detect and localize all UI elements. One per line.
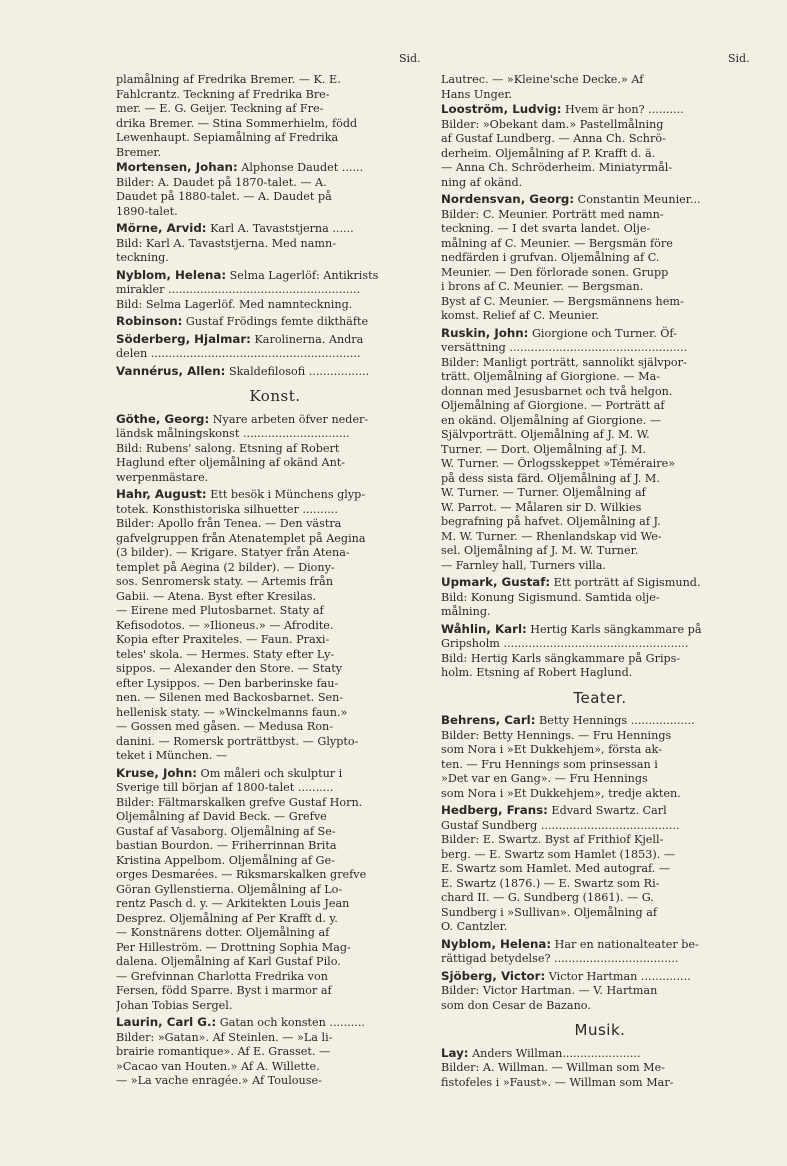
article-title: Victor Hartman .............. bbox=[548, 969, 691, 983]
index-entry bbox=[116, 1015, 434, 1089]
author-name: Lay: bbox=[441, 1045, 469, 1060]
entry-line: Bilder: C. Meunier. Porträtt med namn- bbox=[441, 207, 664, 221]
section-heading-teater: Teater. bbox=[573, 688, 627, 707]
continued-text: Lewenhaupt. Sepiamålning af Fredrika bbox=[116, 131, 339, 144]
entry-line: Haglund efter oljemålning af okänd Ant- bbox=[116, 456, 346, 469]
article-title: Hertig Karls sängkammare på bbox=[530, 622, 702, 636]
entry-line: som Nora i »Et Dukkehjem», tredje akten. bbox=[441, 786, 681, 800]
author-name: Vannérus, Allen: bbox=[116, 363, 226, 378]
entry-line: Bilder: Apollo från Tenea. — Den västra bbox=[116, 517, 342, 530]
section-heading-konst: Konst. bbox=[249, 387, 301, 405]
entry-line: Meunier. — Den förlorade sonen. Grupp bbox=[441, 265, 669, 279]
entry-line: Gustaf af Vasaborg. Oljemålning af Se- bbox=[116, 824, 336, 838]
entry-line: Självporträtt. Oljemålning af J. M. W. bbox=[441, 428, 650, 441]
entry-line: rentz Pasch d. y. — Arkitekten Louis Jean bbox=[116, 897, 350, 910]
entry-line: Kefisodotos. — »Ilioneus.» — Afrodite. bbox=[116, 618, 334, 632]
entry-line: E. Swartz (1876.) — E. Swartz som Ri- bbox=[441, 876, 660, 890]
entry-line: Sverige till början af 1800-talet .......... bbox=[116, 781, 334, 794]
index-entry bbox=[116, 268, 434, 313]
article-title: Selma Lagerlöf: Antikrists bbox=[229, 268, 379, 282]
article-title: Ett porträtt af Sigismund. bbox=[553, 576, 701, 589]
author-name: Behrens, Carl: bbox=[441, 713, 536, 727]
entry-first-line bbox=[441, 326, 759, 342]
left-column bbox=[116, 73, 434, 1091]
entry-line: M. W. Turner. — Rhenlandskap vid We- bbox=[441, 529, 662, 543]
article-title: Ett besök i Münchens glyp- bbox=[210, 488, 366, 501]
author-name: Wåhlin, Karl: bbox=[441, 621, 527, 636]
left-page-label: Sid. bbox=[399, 52, 421, 65]
author-name: Nordensvan, Georg: bbox=[441, 192, 575, 206]
entry-line: Bild: Karl A. Tavaststjerna. Med namn- bbox=[116, 236, 336, 250]
entry-first-line bbox=[441, 937, 759, 953]
entry-line: Bilder: »Obekant dam.» Pastellmålning bbox=[441, 117, 664, 131]
entry-line: Bild: Rubens' salong. Etsning af Robert bbox=[116, 441, 340, 455]
entry-first-line bbox=[441, 575, 759, 591]
author-name: Söderberg, Hjalmar: bbox=[116, 331, 251, 346]
author-name: Hedberg, Frans: bbox=[441, 803, 548, 817]
entry-line: W. Parrot. — Målaren sir D. Wilkies bbox=[441, 500, 642, 514]
index-entry bbox=[116, 221, 434, 266]
article-title: Har en nationalteater be- bbox=[554, 937, 699, 951]
entry-line: nen. — Silenen med Backosbarnet. Sen- bbox=[116, 691, 344, 704]
entry-line: ning af okänd. bbox=[441, 175, 523, 189]
entry-line: Bild: Selma Lagerlöf. Med namnteckning. bbox=[116, 297, 353, 311]
entry-line: mirakler ...................................................... bbox=[116, 283, 361, 296]
article-title: Betty Hennings .................. bbox=[538, 714, 695, 727]
entry-line: — Eirene med Plutosbarnet. Staty af bbox=[116, 604, 324, 617]
entry-line: dalena. Oljemålning af Karl Gustaf Pilo. bbox=[116, 955, 341, 968]
entry-line: af Gustaf Lundberg. — Anna Ch. Schrö- bbox=[441, 132, 666, 145]
entry-line: Gabii. — Atena. Byst efter Kresilas. bbox=[116, 589, 317, 603]
entry-line: sos. Senromersk staty. — Artemis från bbox=[116, 575, 334, 588]
entry-line: Daudet på 1880-talet. — A. Daudet på bbox=[116, 190, 332, 203]
entry-line: ten. — Fru Hennings som prinsessan i bbox=[441, 757, 658, 771]
entry-line: W. Turner. — Turner. Oljemålning af bbox=[441, 486, 646, 499]
entry-line: som don Cesar de Bazano. bbox=[441, 998, 591, 1012]
article-title: Skaldefilosofi ................. bbox=[228, 364, 370, 378]
entry-first-line bbox=[441, 622, 759, 638]
entry-line: Fersen, född Sparre. Byst i marmor af bbox=[116, 984, 332, 997]
entry-line: Bilder: E. Swartz. Byst af Frithiof Kjell- bbox=[441, 833, 664, 846]
entry-first-line bbox=[441, 803, 759, 819]
continued-text: drika Bremer. — Stina Sommerhielm, född bbox=[116, 116, 358, 130]
article-title: Karl A. Tavaststjerna ...... bbox=[210, 222, 354, 235]
index-entry bbox=[441, 713, 759, 801]
article-title: Edvard Swartz. Carl bbox=[551, 804, 667, 817]
entry-line: rättigad betydelse? ................................... bbox=[441, 952, 679, 965]
author-name: Hahr, August: bbox=[116, 487, 207, 501]
entry-first-line bbox=[116, 766, 434, 782]
entry-line: en okänd. Oljemålning af Giorgione. — bbox=[441, 413, 662, 427]
index-entry bbox=[441, 575, 759, 620]
entry-line: »Det var en Gang». — Fru Hennings bbox=[441, 772, 648, 785]
entry-first-line bbox=[116, 364, 434, 380]
entry-line: W. Turner. — Örlogsskeppet »Téméraire» bbox=[441, 457, 676, 470]
entry-line: berg. — E. Swartz som Hamlet (1853). — bbox=[441, 847, 676, 861]
entry-line: — Grefvinnan Charlotta Fredrika von bbox=[116, 969, 328, 983]
entry-line: målning af C. Meunier. — Bergsmän före bbox=[441, 236, 673, 250]
entry-first-line bbox=[116, 487, 434, 503]
entry-line: Oljemålning af David Beck. — Grefve bbox=[116, 810, 327, 823]
author-name: Looström, Ludvig: bbox=[441, 102, 562, 116]
entry-line: 1890-talet. bbox=[116, 204, 178, 218]
entry-line: komst. Relief af C. Meunier. bbox=[441, 309, 599, 322]
entry-first-line bbox=[116, 412, 434, 428]
author-name: Laurin, Carl G.: bbox=[116, 1015, 217, 1029]
entry-line: werpenmästare. bbox=[116, 470, 209, 484]
entry-line: Bilder: Betty Hennings. — Fru Hennings bbox=[441, 728, 672, 742]
index-entry bbox=[116, 314, 434, 330]
article-title: Hvem är hon? .......... bbox=[565, 103, 684, 116]
entry-first-line bbox=[116, 1015, 434, 1031]
entry-line: Gustaf Sundberg ....................................... bbox=[441, 818, 680, 832]
entry-line: brairie romantique». Af E. Grasset. — bbox=[116, 1045, 331, 1058]
index-entry bbox=[116, 412, 434, 486]
entry-line: ländsk målningskonst .............................. bbox=[116, 427, 350, 440]
entry-line: delen ........................................................... bbox=[116, 347, 361, 360]
author-name: Upmark, Gustaf: bbox=[441, 575, 551, 589]
index-entry bbox=[116, 766, 434, 1014]
entry-line: — »La vache enragée.» Af Toulouse- bbox=[116, 1074, 322, 1087]
entry-line: Oljemålning af Giorgione. — Porträtt af bbox=[441, 399, 665, 412]
entry-line: sippos. — Alexander den Store. — Staty bbox=[116, 662, 343, 675]
entry-line: donnan med Jesusbarnet och två helgon. bbox=[441, 384, 673, 398]
entry-line: som Nora i »Et Dukkehjem», första ak- bbox=[441, 743, 662, 756]
right-page-label: Sid. bbox=[728, 52, 750, 65]
author-name: Mörne, Arvid: bbox=[116, 221, 207, 235]
entry-first-line bbox=[116, 314, 434, 330]
entry-line: Per Hilleström. — Drottning Sophia Mag- bbox=[116, 940, 351, 954]
entry-line: hellenisk staty. — »Winckelmanns faun.» bbox=[116, 705, 348, 719]
entry-line: Bilder: »Gatan». Af Steinlen. — »La li- bbox=[116, 1030, 333, 1044]
entry-line: i brons af C. Meunier. — Bergsman. bbox=[441, 280, 644, 293]
article-title: Alphonse Daudet ...... bbox=[241, 161, 364, 174]
article-title: Giorgione och Turner. Öf- bbox=[531, 326, 677, 340]
right-column bbox=[441, 73, 759, 1092]
entry-first-line bbox=[441, 713, 759, 729]
article-title: Anders Willman...................... bbox=[472, 1046, 641, 1060]
entry-line: Bilder: A. Daudet på 1870-talet. — A. bbox=[116, 175, 327, 189]
entry-line: Turner. — Dort. Oljemålning af J. M. bbox=[441, 442, 646, 456]
entry-line: Gripsholm .................................................... bbox=[441, 637, 689, 650]
entry-line: teckning. bbox=[116, 251, 169, 264]
continued-text: plamålning af Fredrika Bremer. — K. E. bbox=[116, 73, 341, 86]
index-entry bbox=[441, 102, 759, 190]
entry-line: — Gossen med gåsen. — Medusa Ron- bbox=[116, 720, 334, 733]
entry-line: (3 bilder). — Krigare. Statyer från Atena- bbox=[116, 546, 350, 559]
entry-line: Johan Tobias Sergel. bbox=[116, 998, 233, 1012]
entry-line: målning. bbox=[441, 605, 491, 618]
entry-line: versättning .................................................. bbox=[441, 341, 688, 354]
index-entry bbox=[441, 803, 759, 935]
entry-line: gafvelgruppen från Atenatemplet på Aegina bbox=[116, 531, 366, 545]
continued-text: Hans Unger. bbox=[441, 87, 513, 101]
entry-line: templet på Aegina (2 bilder). — Diony- bbox=[116, 560, 335, 574]
entry-first-line bbox=[441, 1046, 759, 1062]
index-entry bbox=[441, 326, 759, 574]
index-entry bbox=[116, 364, 434, 380]
continued-text: Lautrec. — »Kleine'sche Decke.» Af bbox=[441, 73, 644, 86]
entry-first-line bbox=[116, 268, 434, 284]
entry-line: chard II. — G. Sundberg (1861). — G. bbox=[441, 891, 654, 904]
entry-line: nedfärden i grufvan. Oljemålning af C. bbox=[441, 251, 660, 264]
entry-line: — Anna Ch. Schröderheim. Miniatyrmål- bbox=[441, 161, 673, 174]
index-entry bbox=[441, 1046, 759, 1091]
entry-line: sel. Oljemålning af J. M. W. Turner. bbox=[441, 544, 639, 557]
entry-line: Kopia efter Praxiteles. — Faun. Praxi- bbox=[116, 633, 330, 646]
entry-line: Bilder: Fältmarskalken grefve Gustaf Horn. bbox=[116, 795, 363, 809]
continued-text: Fahlcrantz. Teckning af Fredrika Bre- bbox=[116, 87, 330, 101]
index-entry bbox=[116, 160, 434, 219]
index-entry bbox=[116, 487, 434, 764]
article-title: Constantin Meunier... bbox=[577, 193, 701, 206]
entry-first-line bbox=[116, 332, 434, 348]
author-name: Mortensen, Johan: bbox=[116, 160, 238, 174]
section-heading-musik: Musik. bbox=[574, 1021, 626, 1039]
index-entry bbox=[441, 622, 759, 681]
entry-line: bastian Bourdon. — Friherrinnan Brita bbox=[116, 839, 337, 852]
entry-line: fistofeles i »Faust». — Willman som Mar- bbox=[441, 1075, 674, 1089]
index-entry bbox=[441, 937, 759, 967]
entry-first-line bbox=[441, 969, 759, 985]
entry-line: Sundberg i »Sullivan». Oljemålning af bbox=[441, 905, 658, 919]
entry-first-line bbox=[116, 160, 434, 176]
entry-line: teckning. — I det svarta landet. Olje- bbox=[441, 222, 651, 235]
index-entry bbox=[116, 332, 434, 362]
entry-first-line bbox=[441, 192, 759, 208]
entry-line: teket i München. — bbox=[116, 749, 228, 762]
entry-line: på dess sista färd. Oljemålning af J. M. bbox=[441, 471, 660, 485]
index-entry bbox=[441, 969, 759, 1014]
entry-line: »Cacao van Houten.» Af A. Willette. bbox=[116, 1059, 320, 1073]
entry-line: Bilder: Victor Hartman. — V. Hartman bbox=[441, 984, 658, 997]
entry-line: teles' skola. — Hermes. Staty efter Ly- bbox=[116, 647, 335, 661]
entry-line: Göran Gyllenstierna. Oljemålning af Lo- bbox=[116, 882, 343, 896]
entry-line: — Farnley hall, Turners villa. bbox=[441, 558, 606, 572]
entry-line: Bilder: Manligt porträtt, sannolikt självpor- bbox=[441, 355, 687, 369]
article-title: Karolinerna. Andra bbox=[254, 332, 364, 346]
article-title: Gustaf Frödings femte dikthäfte bbox=[185, 315, 369, 328]
entry-line: Bilder: A. Willman. — Willman som Me- bbox=[441, 1061, 665, 1074]
entry-line: — Konstnärens dotter. Oljemålning af bbox=[116, 926, 330, 939]
entry-line: derheim. Oljemålning af P. Krafft d. ä. bbox=[441, 146, 656, 160]
entry-line: Bild: Konung Sigismund. Samtida olje- bbox=[441, 590, 660, 604]
entry-line: trätt. Oljemålning af Giorgione. — Ma- bbox=[441, 370, 661, 383]
author-name: Nyblom, Helena: bbox=[116, 267, 227, 282]
index-entry bbox=[441, 192, 759, 324]
entry-first-line bbox=[441, 102, 759, 118]
entry-line: efter Lysippos. — Den barberinske fau- bbox=[116, 676, 339, 690]
entry-line: begrafning på hafvet. Oljemålning af J. bbox=[441, 515, 661, 528]
entry-line: orges Desmarées. — Riksmarskalken grefve bbox=[116, 868, 367, 881]
author-name: Ruskin, John: bbox=[441, 325, 529, 340]
entry-line: Bild: Hertig Karls sängkammare på Grips- bbox=[441, 651, 681, 665]
entry-line: Desprez. Oljemålning af Per Krafft d. y. bbox=[116, 911, 338, 925]
author-name: Göthe, Georg: bbox=[116, 411, 210, 426]
entry-line: Byst af C. Meunier. — Bergsmännens hem- bbox=[441, 294, 684, 308]
entry-line: O. Cantzler. bbox=[441, 920, 508, 933]
author-name: Sjöberg, Victor: bbox=[441, 968, 546, 983]
entry-line: danini. — Romersk porträttbyst. — Glypto- bbox=[116, 734, 359, 748]
entry-first-line bbox=[116, 221, 434, 237]
author-name: Robinson: bbox=[116, 314, 183, 328]
author-name: Kruse, John: bbox=[116, 765, 197, 780]
entry-line: E. Swartz som Hamlet. Med autograf. — bbox=[441, 862, 671, 875]
entry-line: Kristina Appelbom. Oljemålning af Ge- bbox=[116, 853, 335, 867]
article-title: Nyare arbeten öfver neder- bbox=[212, 412, 369, 426]
entry-line: holm. Etsning af Robert Haglund. bbox=[441, 666, 633, 679]
article-title: Om måleri och skulptur i bbox=[200, 766, 343, 780]
continued-text: Bremer. bbox=[116, 145, 162, 159]
entry-line: totek. Konsthistoriska silhuetter .......... bbox=[116, 502, 338, 516]
author-name: Nyblom, Helena: bbox=[441, 936, 552, 951]
continued-text: mer. — E. G. Geijer. Teckning af Fre- bbox=[116, 102, 324, 115]
article-title: Gatan och konsten .......... bbox=[219, 1016, 365, 1029]
